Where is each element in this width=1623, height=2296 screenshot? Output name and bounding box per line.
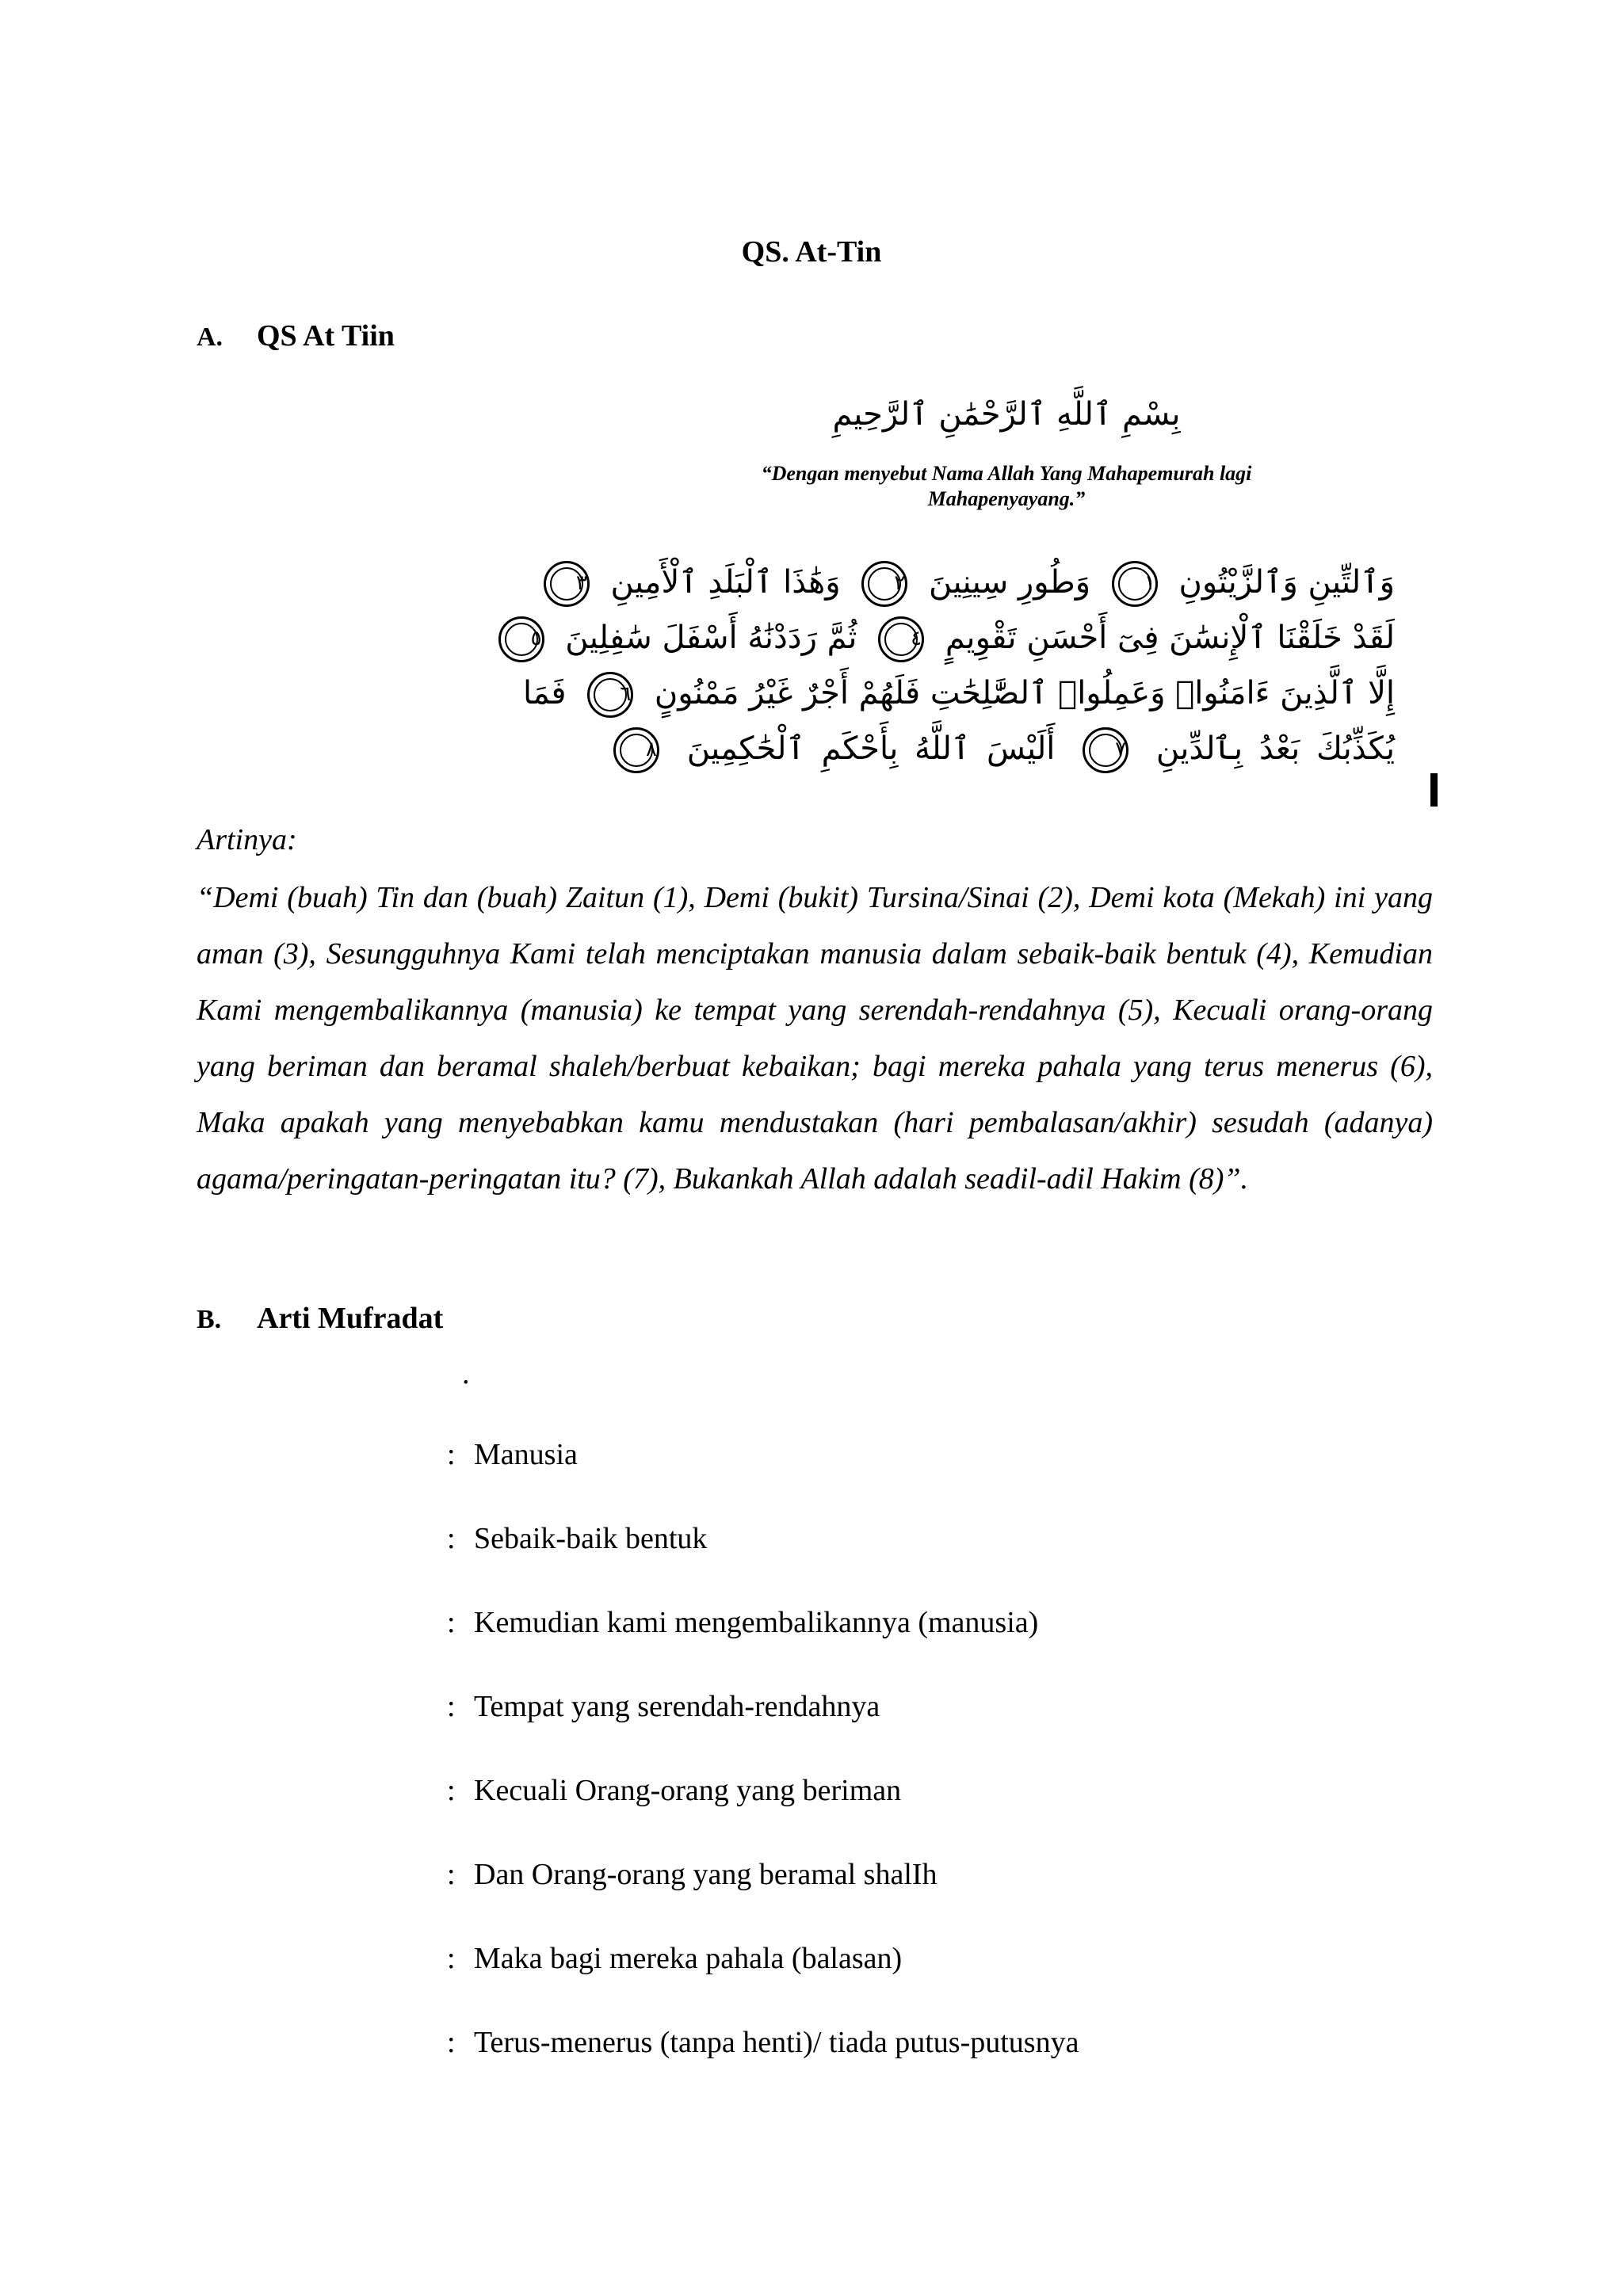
mufradat-row xyxy=(444,1935,1474,2019)
ayat-line xyxy=(575,555,1395,610)
section-a-letter: A. xyxy=(197,322,223,352)
ayat-text-block xyxy=(523,555,1396,824)
mufradat-separator: : xyxy=(447,1942,456,1975)
mufradat-row xyxy=(444,1767,1474,1851)
text-cursor xyxy=(1430,773,1438,807)
artinya-label: Artinya: xyxy=(197,823,297,856)
mufradat-row xyxy=(444,1599,1474,1683)
ayah-text: وَٱلتِّينِ وَٱلزَّيْتُونِ xyxy=(1178,564,1395,601)
ayah-number-marker: ٣ xyxy=(544,561,590,607)
ayah-text: وَهَٰذَا ٱلْبَلَدِ ٱلْأَمِينِ xyxy=(610,564,841,601)
mufradat-row xyxy=(444,1515,1474,1599)
bismillah-calligraphy xyxy=(721,387,1292,442)
mufradat-meaning: Kecuali Orang-orang yang beriman xyxy=(474,1774,902,1807)
mufradat-separator: : xyxy=(447,2026,456,2059)
section-b-heading xyxy=(197,1301,443,1336)
ayah-number-marker: ٦ xyxy=(587,672,633,718)
ayah-text: ثُمَّ رَدَدْنَٰهُ أَسْفَلَ سَٰفِلِينَ xyxy=(565,620,857,656)
mufradat-separator: : xyxy=(447,1858,456,1891)
mufradat-list xyxy=(444,1431,1474,2103)
ayah-text: وَطُورِ سِينِينَ xyxy=(929,564,1091,601)
ayah-number-marker: ٤ xyxy=(878,616,924,662)
mufradat-meaning: Kemudian kami mengembalikannya (manusia) xyxy=(474,1606,1039,1639)
mufradat-separator: : xyxy=(447,1774,456,1807)
ayat-line xyxy=(602,721,1395,776)
section-b-title: Arti Mufradat xyxy=(257,1302,444,1335)
mufradat-separator: : xyxy=(447,1606,456,1639)
stray-dot: . xyxy=(462,1357,470,1390)
ayah-number-marker: ١ xyxy=(1112,561,1158,607)
mufradat-row xyxy=(444,1683,1474,1767)
mufradat-meaning: Terus-menerus (tanpa henti)/ tiada putus-putusnya xyxy=(474,2026,1079,2059)
ayah-text: لَقَدْ خَلَقْنَا ٱلْإِنسَٰنَ فِىٓ أَحْسَنِ تَقْوِيمٍ xyxy=(945,620,1395,656)
ayah-text: فَمَا xyxy=(523,675,567,711)
mufradat-row xyxy=(444,1431,1474,1515)
section-b-letter: B. xyxy=(197,1305,222,1334)
ayah-text: يُكَذِّبُكَ بَعْدُ بِٱلدِّينِ xyxy=(1155,730,1396,767)
mufradat-meaning: Manusia xyxy=(474,1438,578,1471)
mufradat-meaning: Sebaik-baik bentuk xyxy=(474,1522,708,1555)
section-a-heading xyxy=(197,318,395,353)
mufradat-meaning: Dan Orang-orang yang beramal shalIh xyxy=(474,1858,938,1891)
ayat-line xyxy=(523,666,1395,721)
ayat-line xyxy=(530,610,1395,666)
bismillah-translation: “Dengan menyebut Nama Allah Yang Mahapemurah lagi Mahapenyayang.” xyxy=(761,462,1252,510)
ayah-text: إِلَّا ٱلَّذِينَ ءَامَنُوا۟ وَعَمِلُوا۟ ٱلصَّٰلِحَٰتِ فَلَهُمْ أَجْرٌ غَيْرُ مَمْنُونٍ xyxy=(654,675,1395,711)
ayah-number-marker: ٨ xyxy=(613,727,659,773)
mufradat-separator: : xyxy=(447,1438,456,1471)
mufradat-separator: : xyxy=(447,1522,456,1555)
ayah-text: أَلَيْسَ ٱللَّهُ بِأَحْكَمِ ٱلْحَٰكِمِينَ xyxy=(686,730,1056,767)
mufradat-row xyxy=(444,1851,1474,1935)
mufradat-meaning: Tempat yang serendah-rendahnya xyxy=(474,1690,880,1723)
page-title: QS. At-Tin xyxy=(741,235,882,269)
ayah-number-marker: ٥ xyxy=(498,616,544,662)
translation-paragraph: “Demi (buah) Tin dan (buah) Zaitun (1), Demi (bukit) Tursina/Sinai (2), Demi kota (Mekah) ini yang aman (3), Sesungguhnya Kami telah menciptakan manusia dalam sebaik-baik bentuk (4), Kemudian Kami mengembalikannya (manusia) ke tempat yang serendah-rendahnya (5), Kecuali orang-orang yang beriman dan beramal shaleh/berbuat kebaikan; bagi mereka pahala yang terus menerus (6), Maka apakah yang menyebabkan kamu mendustakan (hari pembalasan/akhir) sesudah (adanya) agama/peringatan-peringatan itu? (7), Bukankah Allah adalah seadil-adil Hakim (8)”. xyxy=(197,881,1433,1196)
section-a-title: QS At Tiin xyxy=(257,319,395,353)
bismillah-arabic: بِسْمِ ٱللَّهِ ٱلرَّحْمَٰنِ ٱلرَّحِيمِ xyxy=(832,396,1181,433)
mufradat-row xyxy=(444,2019,1474,2103)
mufradat-meaning: Maka bagi mereka pahala (balasan) xyxy=(474,1942,903,1975)
ayah-number-marker: ٢ xyxy=(861,561,907,607)
mufradat-separator: : xyxy=(447,1690,456,1723)
ayah-number-marker: ٧ xyxy=(1083,727,1128,773)
